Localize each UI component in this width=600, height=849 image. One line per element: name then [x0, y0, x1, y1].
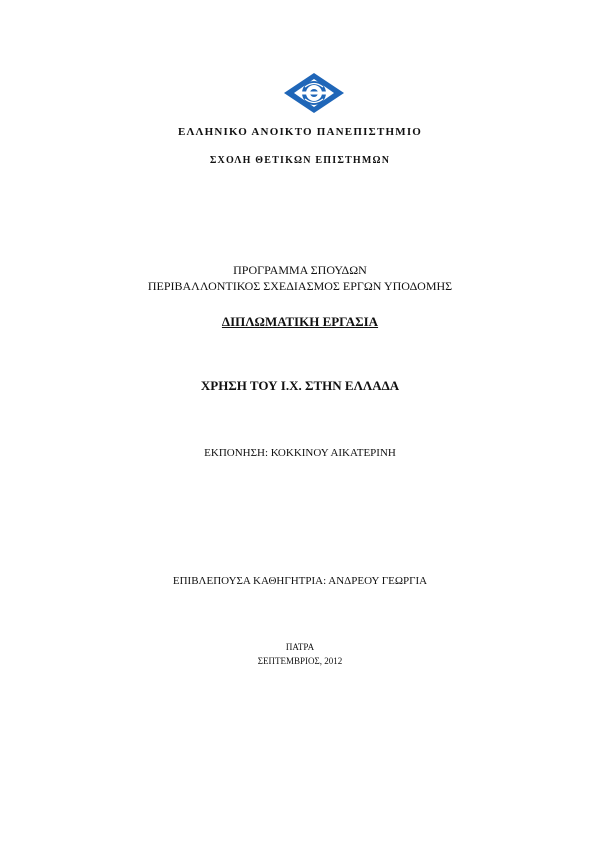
university-logo-icon — [283, 72, 345, 114]
author-line: ΕΚΠΟΝΗΣΗ: ΚΟΚΚΙΝΟΥ ΑΙΚΑΤΕΡΙΝΗ — [204, 447, 396, 459]
thesis-title: ΧΡΗΣΗ ΤΟΥ Ι.Χ. ΣΤΗΝ ΕΛΛΑΔΑ — [200, 378, 400, 393]
supervisor-line: ΕΠΙΒΛΕΠΟΥΣΑ ΚΑΘΗΓΗΤΡΙΑ: ΑΝΔΡΕΟΥ ΓΕΩΡΓΙΑ — [172, 575, 428, 587]
document-type: ΔΙΠΛΩΜΑΤΙΚΗ ΕΡΓΑΣΙΑ — [221, 314, 379, 329]
program-subtitle: ΠΕΡΙΒΑΛΛΟΝΤΙΚΟΣ ΣΧΕΔΙΑΣΜΟΣ ΕΡΓΩΝ ΥΠΟΔΟΜΗΣ — [147, 279, 453, 293]
date: ΣΕΠΤΕΜΒΡΙΟΣ, 2012 — [257, 656, 343, 666]
school-name: ΣΧΟΛΗ ΘΕΤΙΚΩΝ ΕΠΙΣΤΗΜΩΝ — [209, 155, 391, 166]
program-title: ΠΡΟΓΡΑΜΜΑ ΣΠΟΥΔΩΝ — [233, 263, 367, 277]
city: ΠΑΤΡΑ — [285, 642, 315, 652]
university-name: ΕΛΛΗΝΙΚΟ ΑΝΟΙΚΤΟ ΠΑΝΕΠΙΣΤΗΜΙΟ — [177, 126, 423, 138]
